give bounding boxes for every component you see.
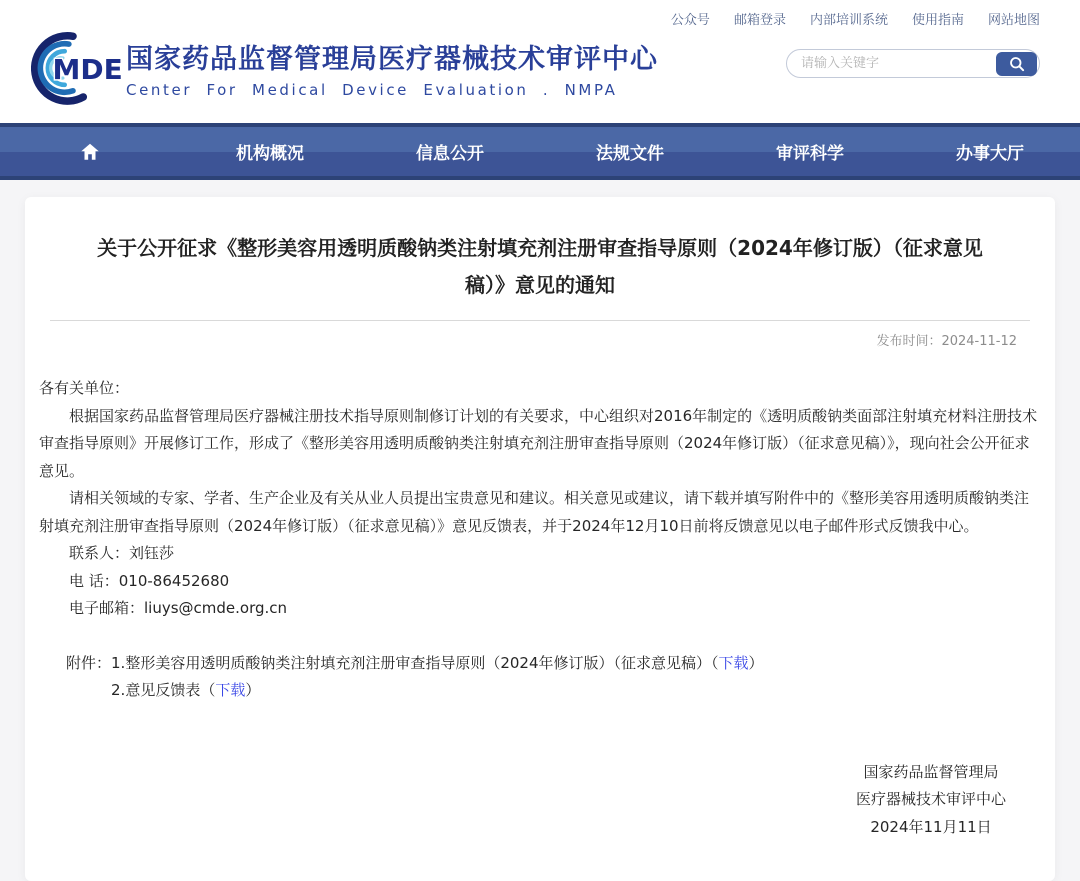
org-name-en: Center For Medical Device Evaluation . NMPA (126, 81, 618, 99)
main-nav (0, 123, 1080, 180)
signature-block (39, 759, 1041, 842)
topbar-link-guide[interactable]: 使用指南 (911, 13, 964, 28)
download-link[interactable]: 下载 (718, 653, 749, 672)
signature-date: 2024年11月11日 (870, 817, 992, 836)
paragraph-1: 根据国家药品监督管理局医疗器械注册技术指导原则制修订计划的有关要求，中心组织对2016年制定的《透明质酸钠类面部注射填充材料注册技术审查指导原则》开展修订工作，形成了《整形美容用透明质酸钠类注射填充剂注册审查指导原则（2024年修订版）（征求意见稿）》，现向社会公开征求意见。 (39, 406, 1038, 480)
attachment-name: 2.意见反馈表 (111, 681, 201, 699)
org-names (126, 37, 658, 99)
topbar-link-training-system[interactable]: 内部培训系统 (809, 13, 888, 28)
salutation: 各有关单位： (39, 379, 130, 397)
cmde-logo-icon (26, 26, 122, 110)
paragraph-2: 请相关领域的专家、学者、生产企业及有关从业人员提出宝贵意见和建议。相关意见或建议，请下载并填写附件中的《整形美容用透明质酸钠类注射填充剂注册审查指导原则（2024年修订版）（征求意见稿）》意见反馈表，并于2024年12月10日前将反馈意见以电子邮件形式反馈我中心。 (39, 489, 1030, 535)
nav-item-service-hall[interactable]: 办事大厅 (956, 144, 1024, 164)
attachment-row (111, 650, 764, 678)
search-icon (1008, 55, 1026, 73)
notice-card (25, 197, 1055, 881)
logo-acronym-text: MDE (52, 53, 123, 87)
paren-open: （ (711, 653, 719, 672)
page-body (0, 180, 1080, 836)
nav-item-review-science[interactable]: 审评科学 (776, 144, 844, 164)
contact-person: 联系人：刘钰莎 (69, 544, 175, 562)
contact-email: 电子邮箱：liuys@cmde.org.cn (69, 599, 288, 617)
search-input[interactable] (787, 56, 996, 71)
signature-org-2: 医疗器械技术审评中心 (855, 790, 1006, 808)
attachment-list (111, 650, 764, 705)
topbar-link-wechat[interactable]: 公众号 (670, 13, 710, 28)
notice-title: 关于公开征求《整形美容用透明质酸钠类注射填充剂注册审查指导原则（2024年修订版）（征求意见稿）》意见的通知 (97, 236, 983, 297)
blank-line (39, 623, 1041, 650)
paren-close: ） (748, 653, 764, 672)
nav-item-info-disclosure[interactable]: 信息公开 (416, 144, 484, 164)
topbar-link-sitemap[interactable]: 网站地图 (987, 13, 1040, 28)
attachment-name: 1.整形美容用透明质酸钠类注射填充剂注册审查指导原则（2024年修订版）（征求意见稿） (111, 653, 712, 672)
topbar (0, 0, 1080, 28)
topbar-link-mail-login[interactable]: 邮箱登录 (733, 13, 786, 28)
contact-phone: 电 话：010-86452680 (69, 571, 230, 590)
attachments (66, 650, 1041, 705)
signature-org-1: 国家药品监督管理局 (863, 762, 999, 781)
search-button[interactable] (996, 52, 1037, 76)
paren-close: ） (245, 681, 261, 699)
nav-item-home[interactable] (0, 123, 180, 180)
nav-item-regulations[interactable]: 法规文件 (596, 144, 664, 164)
org-name-cn: 国家药品监督管理局医疗器械技术审评中心 (126, 44, 658, 75)
attachments-label: 附件： (66, 653, 112, 672)
notice-content (25, 349, 1055, 841)
attachment-row (111, 677, 764, 705)
download-link[interactable]: 下载 (215, 681, 246, 699)
paren-open: （ (200, 681, 216, 699)
site-header (0, 0, 1080, 123)
home-icon (79, 141, 101, 163)
search-box (786, 49, 1040, 78)
nav-item-about[interactable]: 机构概况 (236, 144, 304, 164)
publish-time: 发布时间：2024-11-12 (876, 334, 1017, 349)
